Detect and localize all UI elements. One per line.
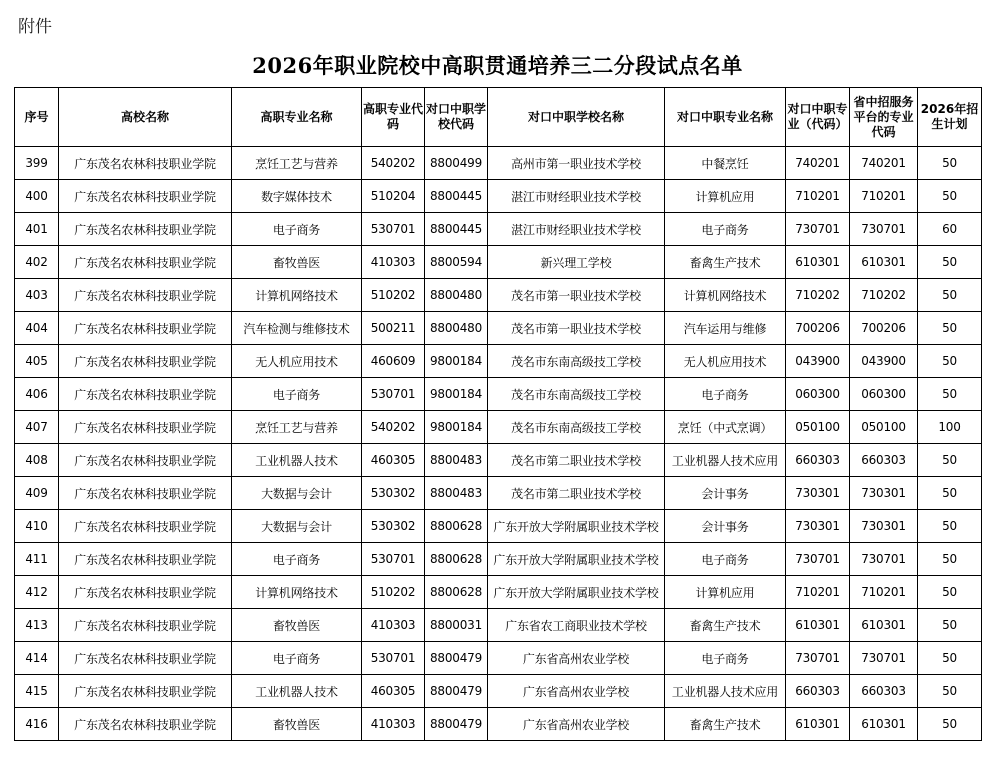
table-row <box>15 147 982 180</box>
cell-enrollment-plan: 50 <box>918 147 982 180</box>
cell-university: 广东茂名农林科技职业学院 <box>59 411 232 444</box>
cell-secondary-school-code: 8800628 <box>425 543 488 576</box>
cell-secondary-school-name: 广东省农工商职业技术学校 <box>488 609 665 642</box>
table-row <box>15 411 982 444</box>
cell-higher-major-code: 410303 <box>362 708 425 741</box>
cell-higher-major: 电子商务 <box>232 378 362 411</box>
cell-platform-code: 730301 <box>850 510 918 543</box>
cell-higher-major-code: 410303 <box>362 246 425 279</box>
cell-secondary-major-name: 畜禽生产技术 <box>665 609 786 642</box>
cell-university: 广东茂名农林科技职业学院 <box>59 444 232 477</box>
cell-higher-major-code: 540202 <box>362 411 425 444</box>
table-row <box>15 444 982 477</box>
cell-secondary-school-name: 高州市第一职业技术学校 <box>488 147 665 180</box>
cell-secondary-school-code: 8800628 <box>425 510 488 543</box>
header-secondary-school-name: 对口中职学校名称 <box>488 88 665 147</box>
cell-university: 广东茂名农林科技职业学院 <box>59 576 232 609</box>
cell-secondary-major-code: 700206 <box>786 312 850 345</box>
cell-secondary-major-name: 电子商务 <box>665 642 786 675</box>
cell-secondary-school-name: 茂名市东南高级技工学校 <box>488 378 665 411</box>
cell-secondary-school-name: 湛江市财经职业技术学校 <box>488 180 665 213</box>
cell-secondary-major-code: 660303 <box>786 675 850 708</box>
cell-secondary-major-name: 电子商务 <box>665 378 786 411</box>
cell-secondary-major-name: 无人机应用技术 <box>665 345 786 378</box>
cell-enrollment-plan: 50 <box>918 378 982 411</box>
cell-secondary-school-code: 9800184 <box>425 378 488 411</box>
cell-platform-code: 740201 <box>850 147 918 180</box>
cell-platform-code: 710201 <box>850 180 918 213</box>
cell-higher-major-code: 500211 <box>362 312 425 345</box>
cell-university: 广东茂名农林科技职业学院 <box>59 213 232 246</box>
cell-secondary-major-code: 730301 <box>786 510 850 543</box>
cell-secondary-major-code: 660303 <box>786 444 850 477</box>
table-row <box>15 312 982 345</box>
cell-enrollment-plan: 50 <box>918 180 982 213</box>
cell-platform-code: 610301 <box>850 609 918 642</box>
cell-seq: 414 <box>15 642 59 675</box>
cell-higher-major-code: 510202 <box>362 279 425 312</box>
cell-seq: 406 <box>15 378 59 411</box>
cell-seq: 401 <box>15 213 59 246</box>
cell-platform-code: 610301 <box>850 708 918 741</box>
cell-secondary-major-name: 电子商务 <box>665 543 786 576</box>
cell-secondary-major-code: 710201 <box>786 576 850 609</box>
cell-secondary-school-name: 茂名市东南高级技工学校 <box>488 345 665 378</box>
cell-higher-major: 工业机器人技术 <box>232 675 362 708</box>
cell-platform-code: 050100 <box>850 411 918 444</box>
cell-higher-major: 电子商务 <box>232 543 362 576</box>
cell-secondary-major-name: 电子商务 <box>665 213 786 246</box>
cell-seq: 402 <box>15 246 59 279</box>
cell-university: 广东茂名农林科技职业学院 <box>59 279 232 312</box>
cell-higher-major: 工业机器人技术 <box>232 444 362 477</box>
table-row <box>15 378 982 411</box>
cell-secondary-school-code: 8800480 <box>425 312 488 345</box>
cell-enrollment-plan: 50 <box>918 246 982 279</box>
cell-higher-major-code: 510202 <box>362 576 425 609</box>
cell-higher-major: 汽车检测与维修技术 <box>232 312 362 345</box>
cell-secondary-school-name: 广东开放大学附属职业技术学校 <box>488 510 665 543</box>
cell-seq: 416 <box>15 708 59 741</box>
header-secondary-major-name: 对口中职专业名称 <box>665 88 786 147</box>
cell-secondary-major-name: 中餐烹饪 <box>665 147 786 180</box>
cell-platform-code: 660303 <box>850 675 918 708</box>
cell-secondary-school-code: 8800480 <box>425 279 488 312</box>
cell-higher-major: 计算机网络技术 <box>232 576 362 609</box>
cell-higher-major: 大数据与会计 <box>232 510 362 543</box>
cell-platform-code: 730301 <box>850 477 918 510</box>
header-higher-major-code: 高职专业代码 <box>362 88 425 147</box>
cell-secondary-school-code: 8800483 <box>425 477 488 510</box>
cell-enrollment-plan: 50 <box>918 708 982 741</box>
cell-secondary-major-code: 730301 <box>786 477 850 510</box>
cell-secondary-school-name: 茂名市第一职业技术学校 <box>488 312 665 345</box>
header-enrollment-plan: 2026年招生计划 <box>918 88 982 147</box>
cell-university: 广东茂名农林科技职业学院 <box>59 675 232 708</box>
cell-university: 广东茂名农林科技职业学院 <box>59 147 232 180</box>
cell-secondary-school-name: 广东开放大学附属职业技术学校 <box>488 543 665 576</box>
cell-platform-code: 043900 <box>850 345 918 378</box>
cell-platform-code: 700206 <box>850 312 918 345</box>
cell-secondary-major-code: 060300 <box>786 378 850 411</box>
table-header-row <box>15 88 982 147</box>
table-body <box>15 147 982 741</box>
pilot-list-table <box>14 87 982 741</box>
header-platform-code: 省中招服务平台的专业代码 <box>850 88 918 147</box>
cell-secondary-major-code: 043900 <box>786 345 850 378</box>
cell-enrollment-plan: 50 <box>918 675 982 708</box>
cell-enrollment-plan: 50 <box>918 642 982 675</box>
cell-secondary-major-name: 畜禽生产技术 <box>665 708 786 741</box>
table-row <box>15 675 982 708</box>
cell-higher-major: 电子商务 <box>232 213 362 246</box>
cell-secondary-major-name: 汽车运用与维修 <box>665 312 786 345</box>
cell-seq: 403 <box>15 279 59 312</box>
cell-university: 广东茂名农林科技职业学院 <box>59 477 232 510</box>
cell-secondary-school-code: 8800031 <box>425 609 488 642</box>
cell-seq: 399 <box>15 147 59 180</box>
table-row <box>15 213 982 246</box>
cell-secondary-major-code: 730701 <box>786 642 850 675</box>
cell-secondary-school-code: 8800483 <box>425 444 488 477</box>
cell-platform-code: 610301 <box>850 246 918 279</box>
table-row <box>15 345 982 378</box>
cell-seq: 400 <box>15 180 59 213</box>
cell-university: 广东茂名农林科技职业学院 <box>59 345 232 378</box>
cell-secondary-school-code: 8800499 <box>425 147 488 180</box>
cell-secondary-major-code: 050100 <box>786 411 850 444</box>
cell-secondary-school-name: 茂名市东南高级技工学校 <box>488 411 665 444</box>
cell-secondary-major-code: 740201 <box>786 147 850 180</box>
cell-enrollment-plan: 50 <box>918 345 982 378</box>
cell-higher-major: 畜牧兽医 <box>232 708 362 741</box>
cell-higher-major: 无人机应用技术 <box>232 345 362 378</box>
table-row <box>15 477 982 510</box>
cell-secondary-major-name: 烹饪（中式烹调） <box>665 411 786 444</box>
cell-seq: 408 <box>15 444 59 477</box>
table-row <box>15 543 982 576</box>
cell-secondary-school-code: 8800479 <box>425 675 488 708</box>
cell-higher-major-code: 530701 <box>362 642 425 675</box>
cell-seq: 412 <box>15 576 59 609</box>
cell-secondary-school-name: 湛江市财经职业技术学校 <box>488 213 665 246</box>
cell-higher-major-code: 510204 <box>362 180 425 213</box>
cell-seq: 413 <box>15 609 59 642</box>
document-title: 2026年职业院校中高职贯通培养三二分段试点名单 <box>252 53 743 78</box>
cell-secondary-school-code: 8800479 <box>425 642 488 675</box>
cell-secondary-school-name: 广东省高州农业学校 <box>488 708 665 741</box>
cell-seq: 410 <box>15 510 59 543</box>
cell-higher-major-code: 460609 <box>362 345 425 378</box>
cell-higher-major: 畜牧兽医 <box>232 246 362 279</box>
cell-higher-major: 数字媒体技术 <box>232 180 362 213</box>
cell-secondary-school-code: 8800445 <box>425 180 488 213</box>
cell-university: 广东茂名农林科技职业学院 <box>59 642 232 675</box>
cell-secondary-school-code: 8800479 <box>425 708 488 741</box>
cell-seq: 407 <box>15 411 59 444</box>
table-row <box>15 246 982 279</box>
cell-secondary-school-code: 9800184 <box>425 411 488 444</box>
cell-enrollment-plan: 50 <box>918 312 982 345</box>
cell-secondary-school-name: 广东省高州农业学校 <box>488 675 665 708</box>
cell-secondary-school-name: 广东省高州农业学校 <box>488 642 665 675</box>
cell-secondary-school-code: 8800445 <box>425 213 488 246</box>
cell-secondary-major-code: 610301 <box>786 609 850 642</box>
cell-platform-code: 730701 <box>850 213 918 246</box>
cell-enrollment-plan: 50 <box>918 477 982 510</box>
cell-enrollment-plan: 50 <box>918 510 982 543</box>
cell-higher-major-code: 460305 <box>362 675 425 708</box>
cell-higher-major: 电子商务 <box>232 642 362 675</box>
cell-seq: 405 <box>15 345 59 378</box>
cell-higher-major-code: 540202 <box>362 147 425 180</box>
cell-higher-major: 计算机网络技术 <box>232 279 362 312</box>
cell-seq: 404 <box>15 312 59 345</box>
cell-platform-code: 710202 <box>850 279 918 312</box>
cell-secondary-major-code: 730701 <box>786 543 850 576</box>
cell-enrollment-plan: 50 <box>918 543 982 576</box>
cell-enrollment-plan: 50 <box>918 444 982 477</box>
cell-university: 广东茂名农林科技职业学院 <box>59 543 232 576</box>
cell-secondary-major-name: 会计事务 <box>665 510 786 543</box>
cell-university: 广东茂名农林科技职业学院 <box>59 609 232 642</box>
cell-secondary-major-name: 会计事务 <box>665 477 786 510</box>
cell-secondary-major-name: 计算机应用 <box>665 180 786 213</box>
attachment-label: 附件 <box>18 17 52 37</box>
cell-platform-code: 710201 <box>850 576 918 609</box>
cell-secondary-major-code: 610301 <box>786 246 850 279</box>
cell-university: 广东茂名农林科技职业学院 <box>59 312 232 345</box>
cell-university: 广东茂名农林科技职业学院 <box>59 246 232 279</box>
table-row <box>15 642 982 675</box>
cell-secondary-major-name: 计算机网络技术 <box>665 279 786 312</box>
cell-higher-major-code: 530302 <box>362 477 425 510</box>
cell-secondary-major-name: 工业机器人技术应用 <box>665 444 786 477</box>
cell-secondary-school-code: 8800628 <box>425 576 488 609</box>
cell-seq: 415 <box>15 675 59 708</box>
cell-secondary-school-name: 新兴理工学校 <box>488 246 665 279</box>
cell-higher-major-code: 410303 <box>362 609 425 642</box>
cell-higher-major-code: 530701 <box>362 378 425 411</box>
cell-platform-code: 660303 <box>850 444 918 477</box>
cell-higher-major: 烹饪工艺与营养 <box>232 411 362 444</box>
table-row <box>15 708 982 741</box>
cell-university: 广东茂名农林科技职业学院 <box>59 180 232 213</box>
cell-secondary-major-name: 计算机应用 <box>665 576 786 609</box>
cell-secondary-major-code: 610301 <box>786 708 850 741</box>
table-row <box>15 180 982 213</box>
header-seq: 序号 <box>15 88 59 147</box>
cell-higher-major-code: 530302 <box>362 510 425 543</box>
cell-platform-code: 730701 <box>850 642 918 675</box>
cell-higher-major: 畜牧兽医 <box>232 609 362 642</box>
cell-secondary-major-code: 710201 <box>786 180 850 213</box>
header-higher-major: 高职专业名称 <box>232 88 362 147</box>
cell-platform-code: 060300 <box>850 378 918 411</box>
cell-higher-major: 烹饪工艺与营养 <box>232 147 362 180</box>
cell-secondary-school-name: 茂名市第二职业技术学校 <box>488 477 665 510</box>
cell-secondary-school-name: 广东开放大学附属职业技术学校 <box>488 576 665 609</box>
table-row <box>15 609 982 642</box>
cell-higher-major: 大数据与会计 <box>232 477 362 510</box>
cell-seq: 409 <box>15 477 59 510</box>
cell-university: 广东茂名农林科技职业学院 <box>59 510 232 543</box>
cell-enrollment-plan: 100 <box>918 411 982 444</box>
cell-platform-code: 730701 <box>850 543 918 576</box>
cell-secondary-major-code: 710202 <box>786 279 850 312</box>
header-secondary-school-code: 对口中职学校代码 <box>425 88 488 147</box>
cell-enrollment-plan: 60 <box>918 213 982 246</box>
cell-secondary-school-code: 8800594 <box>425 246 488 279</box>
header-secondary-major-code: 对口中职专业（代码） <box>786 88 850 147</box>
cell-secondary-major-name: 工业机器人技术应用 <box>665 675 786 708</box>
cell-enrollment-plan: 50 <box>918 279 982 312</box>
cell-secondary-school-name: 茂名市第二职业技术学校 <box>488 444 665 477</box>
cell-seq: 411 <box>15 543 59 576</box>
cell-secondary-major-code: 730701 <box>786 213 850 246</box>
header-university: 高校名称 <box>59 88 232 147</box>
cell-secondary-school-code: 9800184 <box>425 345 488 378</box>
cell-higher-major-code: 530701 <box>362 213 425 246</box>
table-row <box>15 510 982 543</box>
cell-enrollment-plan: 50 <box>918 609 982 642</box>
table-row <box>15 279 982 312</box>
cell-university: 广东茂名农林科技职业学院 <box>59 708 232 741</box>
cell-university: 广东茂名农林科技职业学院 <box>59 378 232 411</box>
cell-enrollment-plan: 50 <box>918 576 982 609</box>
cell-higher-major-code: 530701 <box>362 543 425 576</box>
cell-higher-major-code: 460305 <box>362 444 425 477</box>
table-row <box>15 576 982 609</box>
cell-secondary-school-name: 茂名市第一职业技术学校 <box>488 279 665 312</box>
cell-secondary-major-name: 畜禽生产技术 <box>665 246 786 279</box>
